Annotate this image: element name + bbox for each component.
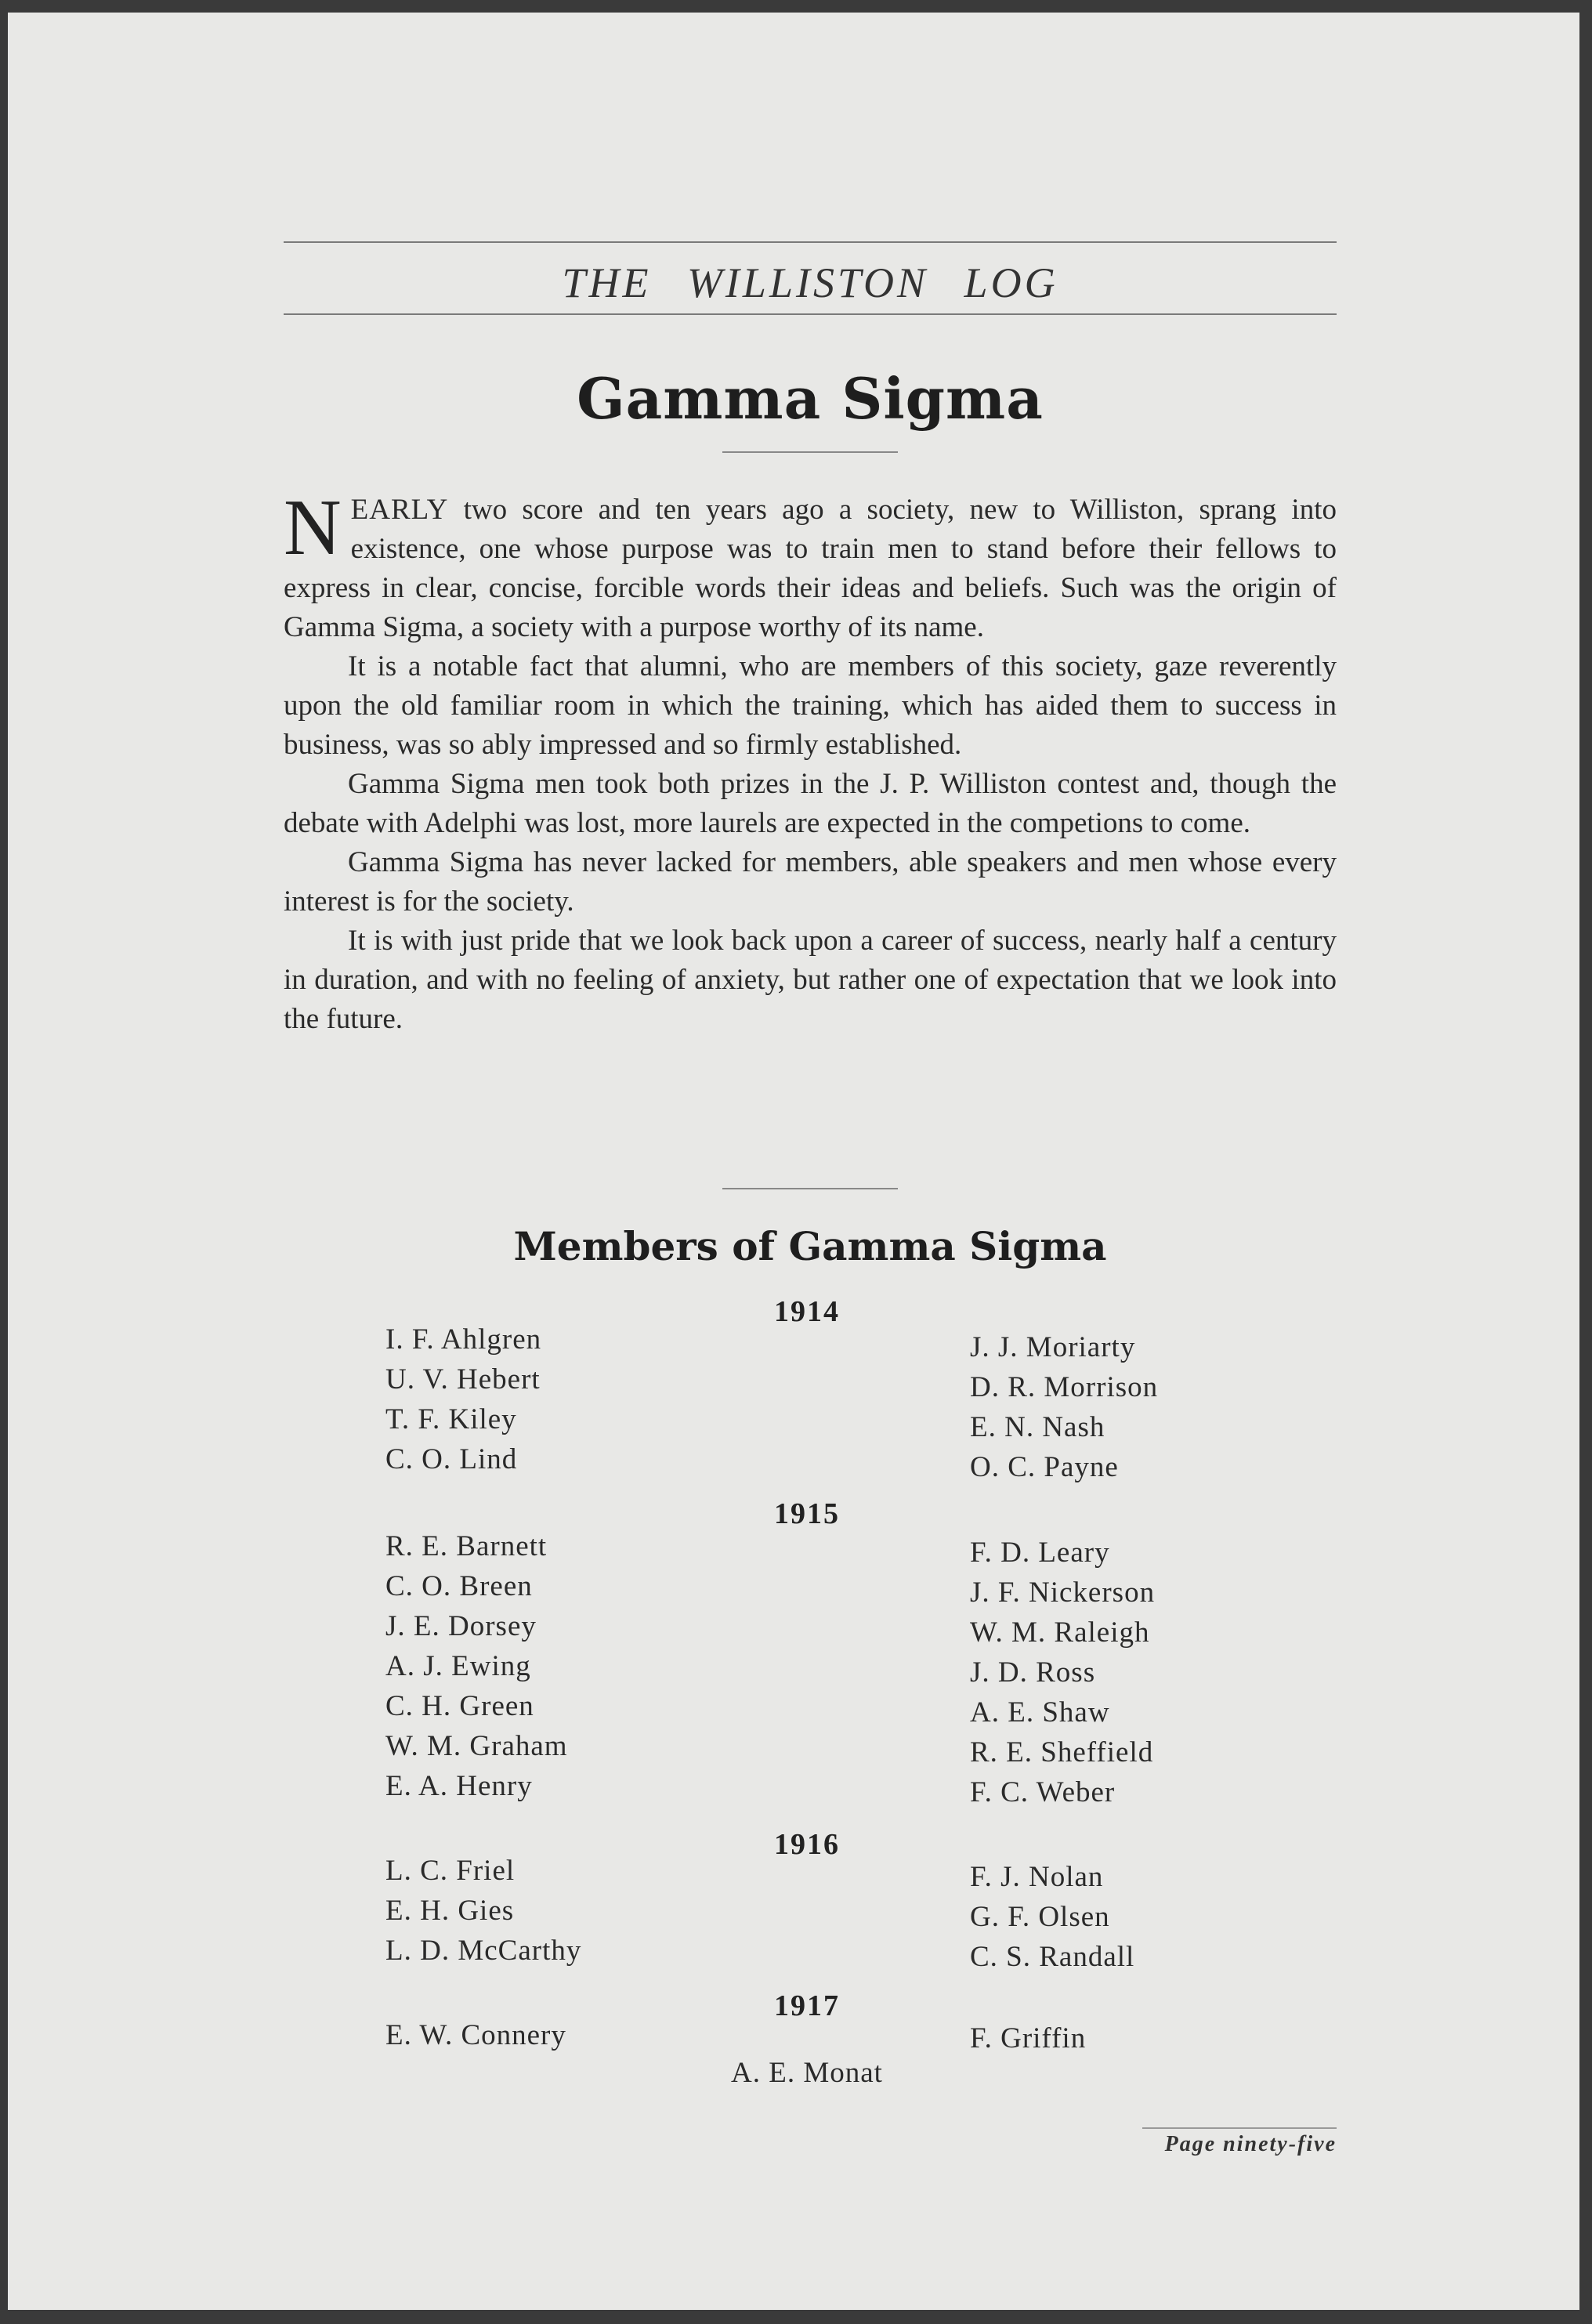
paragraph-1-text: two score and ten years ago a society, new to Williston, sprang into existence, one whose purpose was to train men to stand before their fellows to express in clear, concise, forcible words their ideas and beliefs. Such was the origin of Gamma Sigma, a society with a purpose worthy of its name.: [284, 494, 1337, 643]
class-1914-right-list: [970, 1327, 1158, 1487]
member-name: R. E. Barnett: [385, 1530, 548, 1562]
class-year-1915: 1915: [774, 1497, 840, 1530]
section-title: Gamma Sigma: [577, 365, 1044, 432]
member-name: E. A. Henry: [385, 1770, 533, 1802]
member-name: C. O. Lind: [385, 1443, 518, 1475]
intro-paragraph-4: Gamma Sigma has never lacked for members, able speakers and men whose every interest is for the society.: [284, 846, 1337, 918]
class-1916-left-list: [385, 1851, 581, 1971]
members-title: Members of Gamma Sigma: [513, 1223, 1107, 1269]
class-year-1916: 1916: [774, 1828, 840, 1861]
member-name: J. E. Dorsey: [385, 1610, 537, 1642]
member-name: F. C. Weber: [970, 1776, 1116, 1808]
member-name: L. D. McCarthy: [385, 1935, 582, 1967]
member-name: W. M. Raleigh: [970, 1616, 1150, 1649]
member-name: E. N. Nash: [970, 1411, 1105, 1443]
title-divider: [722, 451, 898, 453]
class-1915-right-list: [970, 1533, 1155, 1812]
member-name: U. V. Hebert: [385, 1363, 541, 1395]
member-name: F. Griffin: [970, 2022, 1087, 2054]
member-name: D. R. Morrison: [970, 1371, 1159, 1403]
intro-paragraph-5: It is with just pride that we look back upon a career of success, nearly half a century in duration, and with no feeling of anxiety, but rather one of expectation that we look into the future.: [284, 925, 1337, 1035]
member-name: E. H. Gies: [385, 1895, 515, 1927]
class-1917-right-list: [970, 2018, 1086, 2058]
class-1914-left-list: [385, 1319, 541, 1479]
header-title: THE WILLISTON LOG: [562, 259, 1058, 306]
running-header: [284, 241, 1337, 334]
member-name: J. J. Moriarty: [970, 1331, 1136, 1363]
member-name: I. F. Ahlgren: [385, 1323, 542, 1356]
intro-paragraph-1: [284, 483, 1337, 647]
page: [8, 13, 1579, 2310]
class-1915-left-list: [385, 1526, 568, 1806]
class-year-1917: 1917: [774, 1989, 840, 2022]
footer-rule: [1142, 2127, 1337, 2129]
member-name-center: A. E. Monat: [731, 2057, 883, 2089]
class-1916-right-list: [970, 1857, 1134, 1977]
class-1917-left-list: [385, 2015, 566, 2055]
member-name: C. O. Breen: [385, 1570, 533, 1602]
member-name: J. F. Nickerson: [970, 1576, 1156, 1609]
intro-paragraph-2: It is a notable fact that alumni, who are members of this society, gaze reverently upon the old familiar room in which the training, which has aided them to success in business, was so ably impressed and so firmly established.: [284, 650, 1337, 761]
members-divider: [722, 1188, 898, 1189]
intro-text: [284, 483, 1337, 1039]
member-name: A. J. Ewing: [385, 1650, 531, 1682]
class-year-1914: 1914: [774, 1295, 840, 1328]
header-bottom-rule: [284, 313, 1337, 315]
member-name: F. D. Leary: [970, 1537, 1110, 1569]
header-top-rule: [284, 241, 1337, 243]
member-name: C. H. Green: [385, 1690, 534, 1722]
member-name: O. C. Payne: [970, 1451, 1119, 1483]
member-name: A. E. Shaw: [970, 1696, 1110, 1729]
member-name: J. D. Ross: [970, 1656, 1096, 1689]
member-name: R. E. Sheffield: [970, 1736, 1154, 1768]
member-name: F. J. Nolan: [970, 1861, 1104, 1893]
member-name: W. M. Graham: [385, 1730, 568, 1762]
drop-cap: N: [284, 483, 342, 572]
member-name: G. F. Olsen: [970, 1901, 1110, 1933]
member-name: C. S. Randall: [970, 1941, 1135, 1973]
member-name: L. C. Friel: [385, 1855, 516, 1887]
page-number: Page ninety-five: [1164, 2132, 1337, 2156]
intro-paragraph-3: Gamma Sigma men took both prizes in the J. P. Williston contest and, though the debate with Adelphi was lost, more laurels are expected in the competions to come.: [284, 768, 1337, 839]
member-name: E. W. Connery: [385, 2019, 566, 2051]
lead-word: EARLY: [350, 494, 449, 526]
member-name: T. F. Kiley: [385, 1403, 517, 1435]
